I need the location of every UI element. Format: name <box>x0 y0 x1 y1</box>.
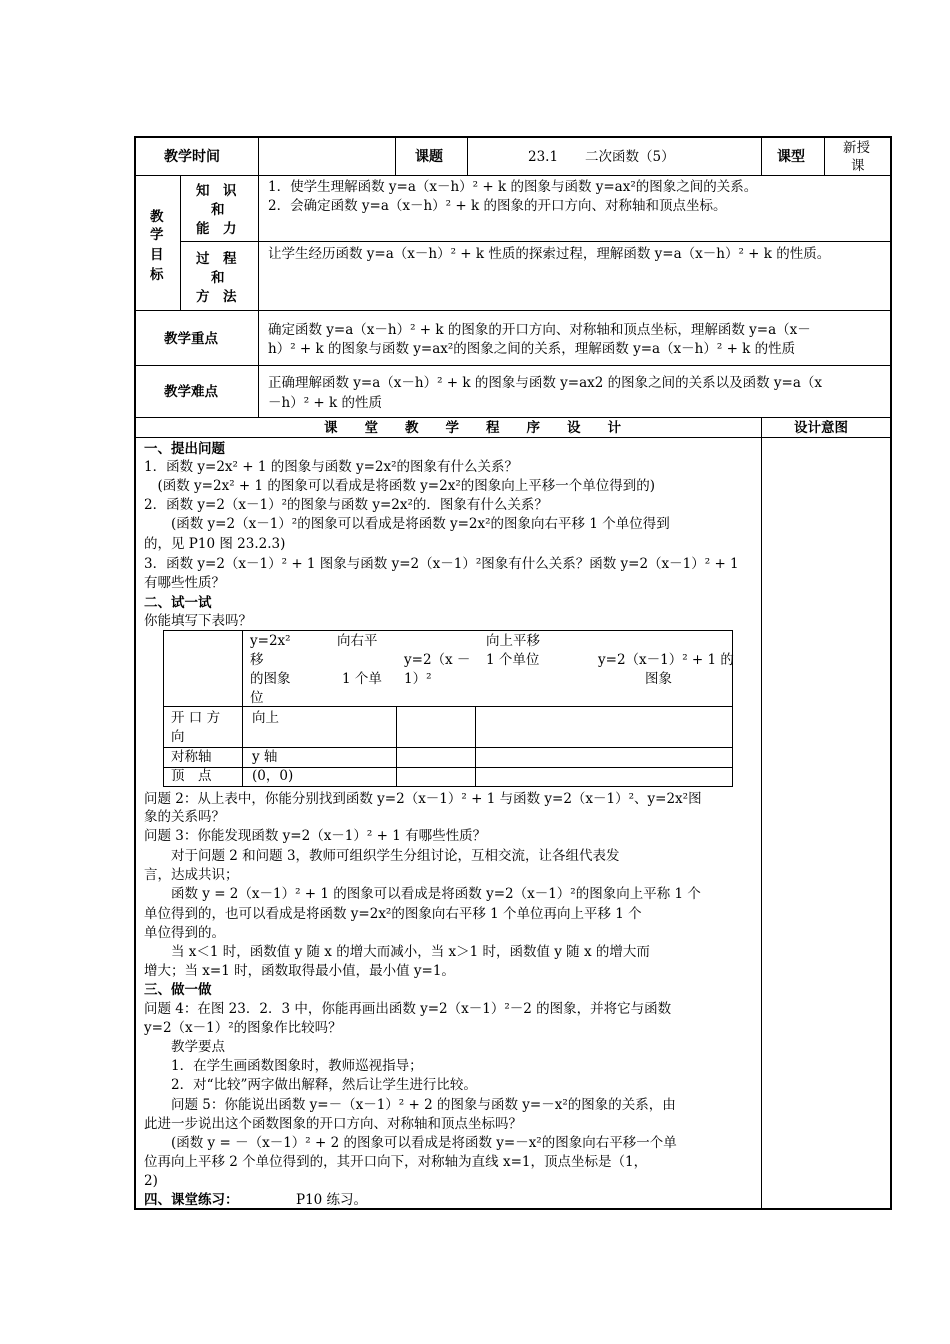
q4-line-1: 问题 4：在图 23．2．3 中，你能再画出函数 y=2（x－1）²－2 的图象，并将它与函数 <box>144 1001 672 1017</box>
table-border-top <box>134 136 892 138</box>
lesson-type-value-2: 课 <box>851 158 865 174</box>
s1-line-1: 1．函数 y=2x² + 1 的图象与函数 y=2x²的图象有什么关系？ <box>144 459 519 475</box>
table-header-y2x1: y=2（x － <box>404 652 471 668</box>
discussion-line-7: 增大；当 x=1 时，函数取得最小值，最小值 y=1。 <box>144 963 455 979</box>
q3-line-1: 问题 3：你能发现函数 y=2（x－1）² + 1 有哪些性质？ <box>144 828 487 844</box>
row-opening-value: 向上 <box>252 710 279 726</box>
table-header-move: 移 <box>250 652 264 668</box>
goals-label-2: 学 <box>150 227 164 243</box>
knowledge-label-1: 知 识 <box>196 183 237 199</box>
difficulties-line-1: 正确理解函数 y=a（x－h）² + k 的图象与函数 y=ax2 的图象之间的关系以及函数 y=a（x <box>268 375 823 391</box>
discussion-line-2: 言，达成共识； <box>144 867 239 883</box>
section-1-title: 一、提出问题 <box>144 441 225 457</box>
s2-line-1: 你能填写下表吗？ <box>144 613 252 629</box>
table-header-right-shift: 向右平 <box>337 633 378 649</box>
s1-line-4: (函数 y=2（x－1）²的图象可以看成是将函数 y=2x²的图象向右平移 1 个单位得到 <box>144 516 670 532</box>
row-opening-label-a: 开 口 方 <box>171 710 221 726</box>
table-header-one-unit: 1 个单 <box>342 671 382 687</box>
discussion-line-6: 当 x＜1 时，函数值 y 随 x 的增大而减小，当 x＞1 时，函数值 y 随 x 的增大而 <box>144 944 650 960</box>
table-header-graph: 的图象 <box>250 671 291 687</box>
s1-line-2: (函数 y=2x² + 1 的图象可以看成是将函数 y=2x²的图象向上平移一个单位得到的) <box>144 478 655 494</box>
knowledge-item-2: 2．会确定函数 y=a（x－h）² + k 的图象的开口方向、对称轴和顶点坐标。 <box>268 198 727 214</box>
discussion-line-3: 函数 y = 2（x－1）² + 1 的图象可以看成是将函数 y=2（x－1）²的图象向上平称 1 个 <box>144 886 701 902</box>
row-vertex-value: (0，0) <box>252 768 294 784</box>
table-border-right <box>890 136 892 1209</box>
knowledge-label-2: 和 <box>211 202 225 218</box>
q5-line-1: 问题 5：你能说出函数 y=－（x－1）² + 2 的图象与函数 y=－x²的图象的关系，由 <box>144 1097 676 1113</box>
procedure-header: 课 堂 教 学 程 序 设 计 <box>324 420 621 436</box>
lesson-type-value-1: 新授 <box>843 140 870 156</box>
process-text: 让学生经历函数 y=a（x－h）² + k 性质的探索过程，理解函数 y=a（x－h）² + k 的性质。 <box>268 246 831 262</box>
row-opening-label-b: 向 <box>171 729 185 745</box>
difficulties-line-2: －h）² + k 的性质 <box>268 395 382 411</box>
goals-label-1: 教 <box>150 209 164 225</box>
design-intent-header: 设计意图 <box>794 420 848 436</box>
table-header-y2x1p1: y=2（x－1）² + 1 的 <box>598 652 734 668</box>
process-label-3: 方 法 <box>196 289 237 305</box>
q5-line-2: 此进一步说出这个函数图象的开口方向、对称轴和顶点坐标吗？ <box>144 1116 522 1132</box>
q2-line-2: 象的关系吗？ <box>144 809 225 825</box>
row-vertex-label: 顶 点 <box>171 768 212 784</box>
topic-label: 课题 <box>415 149 443 165</box>
key-points-line-2: h）² + k 的图象与函数 y=ax²的图象之间的关系，理解函数 y=a（x－h）² + k 的性质 <box>268 341 796 357</box>
table-header-y2x1-b: 1）² <box>404 671 432 687</box>
discussion-line-4: 单位得到的，也可以看成是将函数 y=2x²的图象向右平移 1 个单位再向上平移 1 个 <box>144 906 642 922</box>
knowledge-item-1: 1．使学生理解函数 y=a（x－h）² + k 的图象与函数 y=ax²的图象之间的关系。 <box>268 179 758 195</box>
table-header-y2x1p1-graph: 图象 <box>645 671 672 687</box>
teaching-time-label: 教学时间 <box>164 149 220 165</box>
table-header-up-shift: 向上平移 <box>486 633 540 649</box>
teaching-points-line-2: 1．在学生画函数图象时，教师巡视指导； <box>144 1058 423 1074</box>
knowledge-label-3: 能 力 <box>196 221 237 237</box>
process-label-2: 和 <box>211 270 225 286</box>
discussion-line-1: 对于问题 2 和问题 3，教师可组织学生分组讨论，互相交流，让各组代表发 <box>144 848 620 864</box>
section-3-title: 三、做一做 <box>144 982 212 998</box>
s1-line-6: 3．函数 y=2（x－1）² + 1 图象与函数 y=2（x－1）²图象有什么关系？函数 y=2（x－1）² + 1 <box>144 556 739 572</box>
row-axis-label: 对称轴 <box>171 749 212 765</box>
table-header-y2x2: y=2x² <box>250 633 291 649</box>
key-points-label: 教学重点 <box>164 331 218 347</box>
q4-line-2: y=2（x－1）²的图象作比较吗？ <box>144 1020 342 1036</box>
s1-line-3: 2．函数 y=2（x－1）²的图象与函数 y=2x²的．图象有什么关系？ <box>144 497 548 513</box>
s1-line-5: 的，见 P10 图 23.2.3) <box>144 536 286 552</box>
topic-value: 23.1 二次函数（5） <box>528 149 675 165</box>
lesson-type-label: 课型 <box>777 149 805 165</box>
difficulties-label: 教学难点 <box>164 384 218 400</box>
goals-label-3: 目 <box>150 247 164 263</box>
answer-line-1: (函数 y = －（x－1）² + 2 的图象可以看成是将函数 y=－x²的图象向右平移一个单 <box>144 1135 677 1151</box>
row-axis-value: y 轴 <box>252 749 278 765</box>
teaching-points-line-3: 2．对“比较”两字做出解释，然后让学生进行比较。 <box>144 1077 477 1093</box>
discussion-line-5: 单位得到的。 <box>144 925 225 941</box>
key-points-line-1: 确定函数 y=a（x－h）² + k 的图象的开口方向、对称轴和顶点坐标，理解函数 y=a（x－ <box>268 322 811 338</box>
table-border-left <box>134 136 136 1209</box>
table-header-unit: 位 <box>250 690 264 706</box>
section-4-title: 四、课堂练习： <box>144 1192 239 1208</box>
answer-line-2: 位再向上平移 2 个单位得到的，其开口向下，对称轴为直线 x=1，顶点坐标是（1， <box>144 1154 648 1170</box>
s1-line-7: 有哪些性质？ <box>144 575 225 591</box>
table-border-bottom <box>134 1208 892 1210</box>
section-2-title: 二、试一试 <box>144 595 212 611</box>
teaching-points-line-1: 教学要点 <box>144 1039 225 1055</box>
goals-label-4: 标 <box>150 267 164 283</box>
process-label-1: 过 程 <box>196 251 237 267</box>
section-4-text: P10 练习。 <box>296 1192 368 1208</box>
table-header-up-one-unit: 1 个单位 <box>486 652 540 668</box>
q2-line-1: 问题 2：从上表中，你能分别找到函数 y=2（x－1）² + 1 与函数 y=2（x－1）²、y=2x²图 <box>144 791 702 807</box>
answer-line-3: 2) <box>144 1173 158 1189</box>
